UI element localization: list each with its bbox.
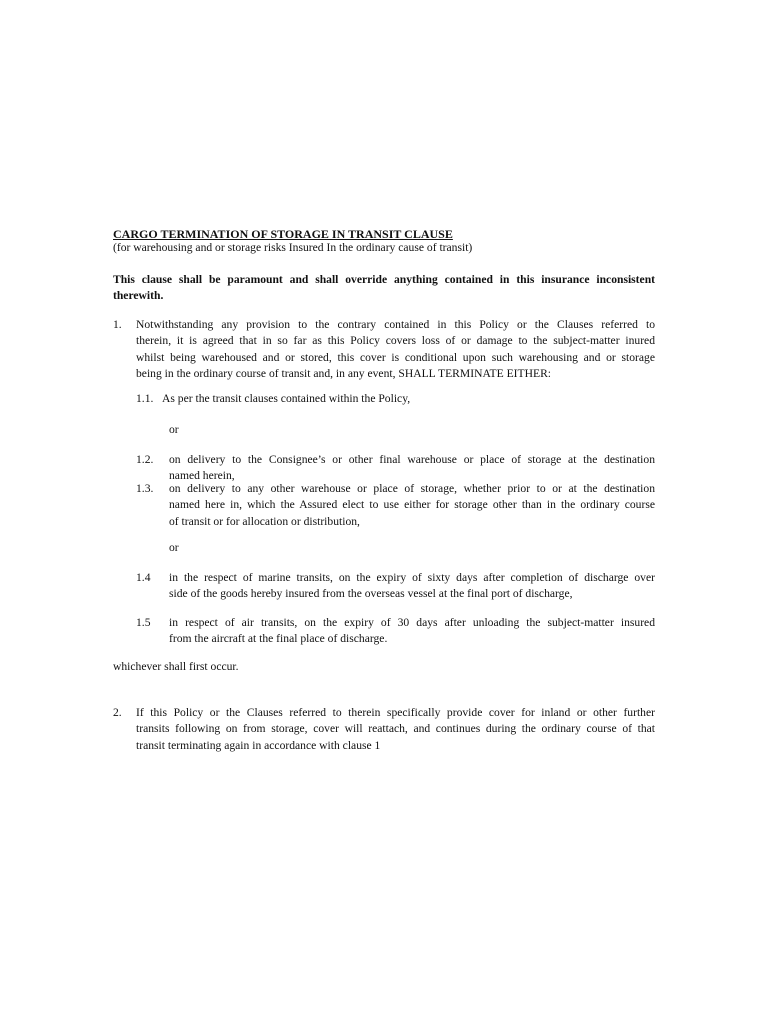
sub-1-2-text (169, 452, 655, 485)
paramount-line-1: This clause shall be paramount and shall override anything contained in this insurance inconsistent (113, 273, 655, 286)
clause-2-text (136, 705, 655, 754)
clause-2-line-3: transit terminating again in accordance with clause 1 (136, 738, 381, 752)
sub-1-4-number: 1.4 (136, 571, 151, 584)
sub-1-2-line-1: on delivery to the Consignee’s or other final warehouse or place of storage at the destination (169, 453, 655, 466)
clause-2-number: 2. (113, 706, 122, 719)
sub-1-1-text: As per the transit clauses contained within the Policy, (162, 392, 411, 405)
sub-1-4-text (169, 570, 655, 603)
or-separator-2: or (169, 541, 179, 554)
sub-1-3-line-3: of transit or for allocation or distribution, (169, 514, 360, 528)
clause-1-number: 1. (113, 318, 122, 331)
clause-2-line-1: If this Policy or the Clauses referred to therein specifically provide cover for inland or other further (136, 706, 655, 719)
sub-1-2-number: 1.2. (136, 453, 154, 466)
sub-1-3-number: 1.3. (136, 482, 154, 495)
sub-1-3-line-1: on delivery to any other warehouse or place of storage, whether prior to or at the destination (169, 482, 655, 495)
sub-1-5-number: 1.5 (136, 616, 151, 629)
whichever-occur-text: whichever shall first occur. (113, 660, 239, 673)
sub-1-4-line-2: side of the goods hereby insured from the overseas vessel at the final port of discharge, (169, 587, 573, 601)
clause-1-text (136, 317, 655, 382)
clause-title: CARGO TERMINATION OF STORAGE IN TRANSIT CLAUSE (113, 227, 453, 241)
paramount-statement (113, 272, 655, 305)
sub-1-3-line-2: named here in, which the Assured elect to use either for storage other than in the ordinary course (169, 498, 655, 512)
clause-1-line-3: whilst being warehoused and or stored, this cover is conditional upon such warehousing and or storage (136, 350, 655, 364)
clause-1-line-1: Notwithstanding any provision to the contrary contained in this Policy or the Clauses referred to (136, 318, 655, 331)
clause-1-line-4: being in the ordinary course of transit and, in any event, SHALL TERMINATE EITHER: (136, 366, 552, 380)
sub-1-5-text (169, 615, 655, 648)
sub-1-2-line-2: named herein, (169, 469, 235, 483)
clause-1-line-2: therein, it is agreed that in so far as this Policy covers loss of or damage to the subject-matter inured (136, 334, 655, 348)
sub-1-1-number: 1.1. (136, 392, 154, 405)
clause-2-line-2: transits following on from storage, cover will reattach, and continues during the ordinary course of that (136, 722, 655, 736)
clause-subtitle: (for warehousing and or storage risks Insured In the ordinary cause of transit) (113, 241, 473, 254)
paramount-line-2: therewith. (113, 289, 164, 303)
sub-1-5-line-2: from the aircraft at the final place of discharge. (169, 632, 388, 646)
or-separator-1: or (169, 423, 179, 436)
sub-1-5-line-1: in respect of air transits, on the expiry of 30 days after unloading the subject-matter insured (169, 616, 655, 629)
sub-1-4-line-1: in the respect of marine transits, on the expiry of sixty days after completion of discharge over (169, 571, 655, 584)
sub-1-3-text (169, 481, 655, 530)
